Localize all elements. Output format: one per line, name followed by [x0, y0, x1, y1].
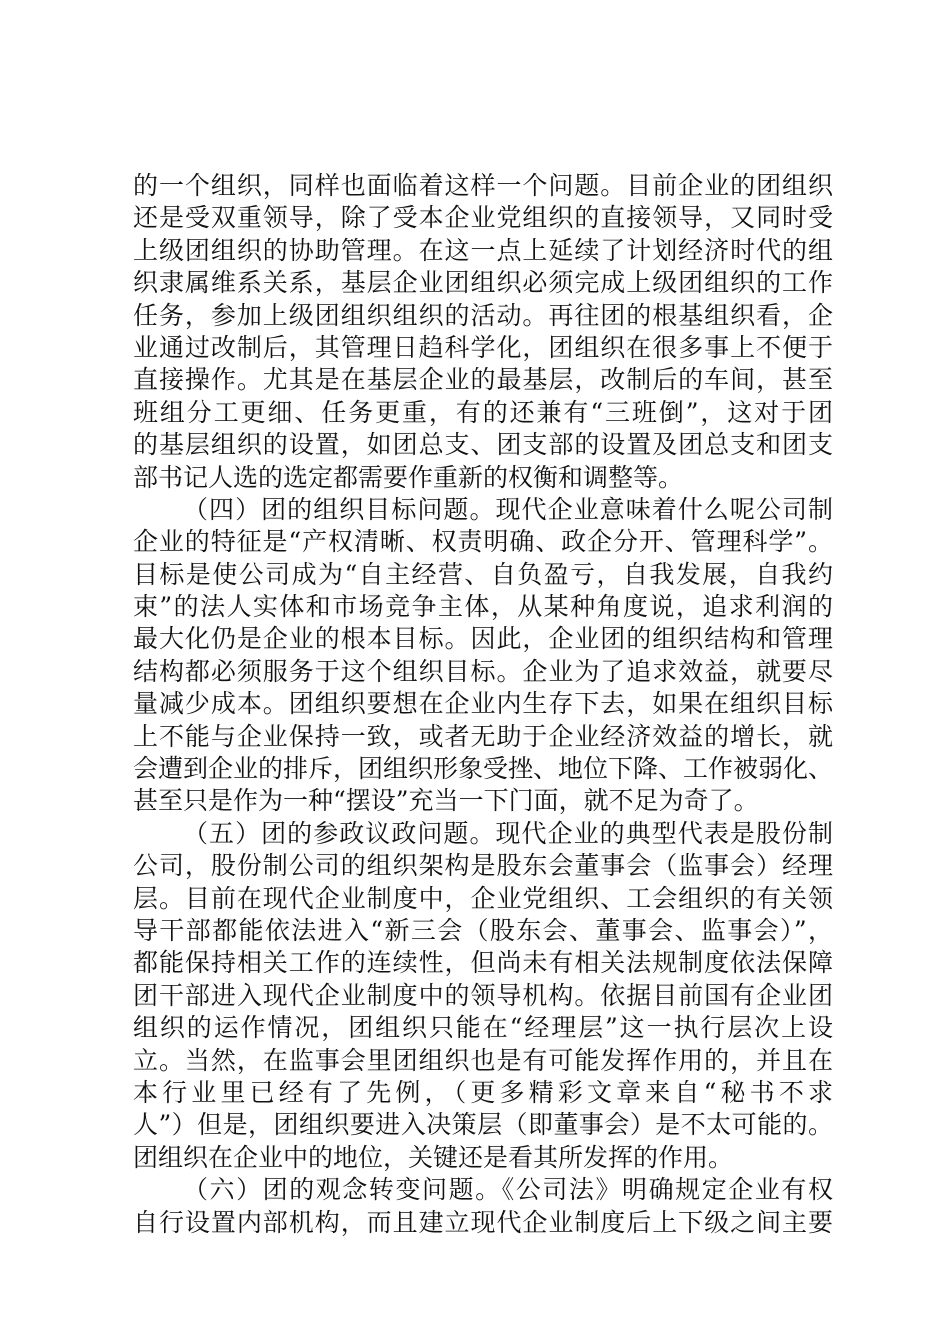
text-line: 织隶属维系关系，基层企业团组织必须完成上级团组织的工作	[133, 268, 833, 298]
text-line: 会遭到企业的排斥，团组织形象受挫、地位下降、工作被弱化、	[133, 754, 833, 784]
text-line: 上不能与企业保持一致，或者无助于企业经济效益的增长，就	[133, 721, 833, 751]
text-line: 业通过改制后，其管理日趋科学化，团组织在很多事上不便于	[133, 332, 833, 362]
text-line: 甚至只是作为一种“摆设”充当一下门面，就不足为奇了。	[133, 786, 759, 816]
text-line: 任务，参加上级团组织组织的活动。再往团的根基组织看，企	[133, 300, 833, 330]
text-line: 班组分工更细、任务更重，有的还兼有“三班倒”，这对于团	[133, 397, 833, 427]
text-line: （五）团的参政议政问题。现代企业的典型代表是股份制	[183, 818, 833, 848]
text-line: 都能保持相关工作的连续性，但尚未有相关法规制度依法保障	[133, 948, 833, 978]
text-line: 本行业里已经有了先例，（更多精彩文章来自“秘书不求	[133, 1077, 833, 1107]
text-line: 团组织在企业中的地位，关键还是看其所发挥的作用。	[133, 1142, 734, 1172]
text-line: 组织的运作情况，团组织只能在“经理层”这一执行层次上设	[133, 1013, 833, 1043]
text-line: 立。当然，在监事会里团组织也是有可能发挥作用的，并且在	[133, 1045, 833, 1075]
text-line: 企业的特征是“产权清晰、权责明确、政企分开、管理科学”。	[133, 527, 833, 557]
text-line: 的一个组织，同样也面临着这样一个问题。目前企业的团组织	[133, 171, 833, 200]
text-line: 量减少成本。团组织要想在企业内生存下去，如果在组织目标	[133, 689, 833, 719]
text-line: 上级团组织的协助管理。在这一点上延续了计划经济时代的组	[133, 235, 833, 265]
text-line: 团干部进入现代企业制度中的领导机构。依据目前国有企业团	[133, 980, 833, 1010]
text-line: 导干部都能依法进入“新三会（股东会、董事会、监事会）”，	[133, 915, 833, 945]
text-line: （四）团的组织目标问题。现代企业意味着什么呢公司制	[183, 494, 833, 524]
text-line: 直接操作。尤其是在基层企业的最基层，改制后的车间，甚至	[133, 365, 833, 395]
text-line: 的基层组织的设置，如团总支、团支部的设置及团总支和团支	[133, 430, 833, 460]
text-line: 部书记人选的选定都需要作重新的权衡和调整等。	[133, 462, 684, 492]
text-line: 目标是使公司成为“自主经营、自负盈亏，自我发展，自我约	[133, 559, 833, 589]
text-line: 最大化仍是企业的根本目标。因此，企业团的组织结构和管理	[133, 624, 833, 654]
text-line: 层。目前在现代企业制度中，企业党组织、工会组织的有关领	[133, 883, 833, 913]
text-line: 还是受双重领导，除了受本企业党组织的直接领导，又同时受	[133, 203, 833, 233]
text-line: 结构都必须服务于这个组织目标。企业为了追求效益，就要尽	[133, 656, 833, 686]
text-line: 人”）但是，团组织要进入决策层（即董事会）是不太可能的。	[133, 1110, 833, 1140]
text-line: 公司，股份制公司的组织架构是股东会董事会（监事会）经理	[133, 851, 833, 881]
text-line: （六）团的观念转变问题。《公司法》明确规定企业有权	[183, 1175, 833, 1205]
text-line: 自行设置内部机构，而且建立现代企业制度后上下级之间主要	[133, 1207, 833, 1237]
document-body	[133, 170, 833, 1239]
text-line: 束”的法人实体和市场竞争主体，从某种角度说，追求利润的	[133, 592, 833, 622]
